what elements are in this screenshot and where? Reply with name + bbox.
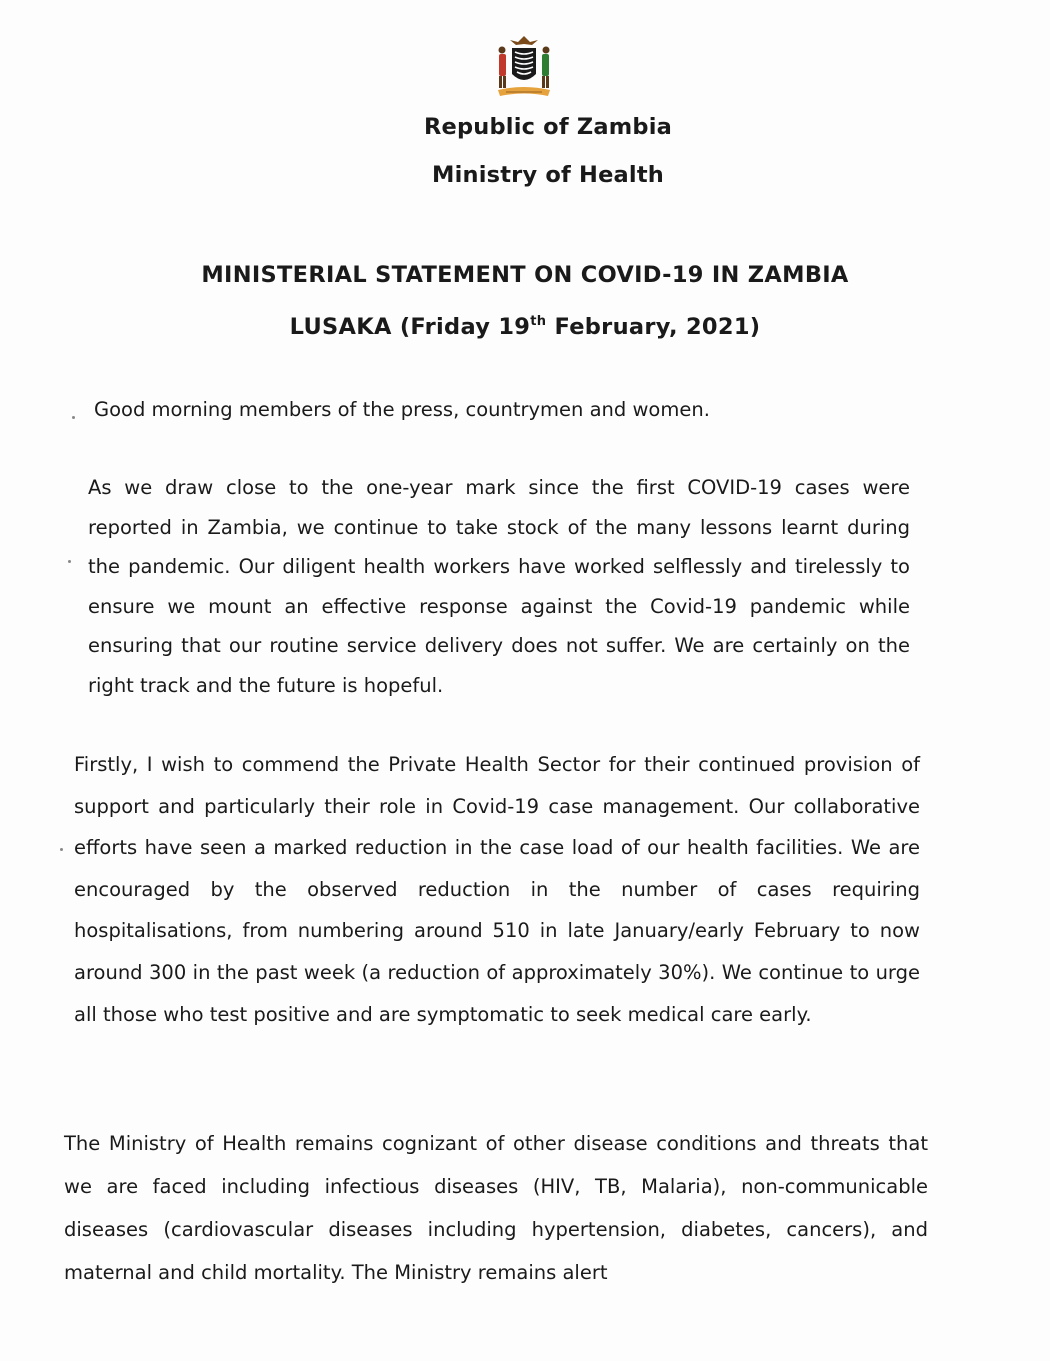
greeting-text: Good morning members of the press, countrymen and women.	[94, 398, 710, 421]
scan-speck	[68, 560, 71, 563]
scan-speck	[72, 416, 75, 419]
paragraph-private-sector: Firstly, I wish to commend the Private Health Sector for their continued provision of support and particularly their role in Covid-19 case management. Our collaborative efforts have seen a marked reduction in the case load of our health facilities. We are encouraged by the observed reduction in the number of cases requiring hospitalisations, from numbering around 510 in late January/early February to now around 300 in the past week (a reduction of approximately 30%). We continue to urge all those who test positive and are symptomatic to seek medical care early.	[74, 753, 920, 1026]
paragraph-other-diseases: The Ministry of Health remains cognizant of other disease conditions and threats that we are faced including infectious diseases (HIV, TB, Malaria), non-communicable diseases (cardiovascular diseases including hypertension, diabetes, cancers), and maternal and child mortality. The Ministry remains alert	[64, 1132, 928, 1284]
statement-dateline	[0, 314, 1050, 340]
dateline-prefix: LUSAKA (Friday 19	[289, 314, 531, 340]
ministry-heading: Ministry of Health	[431, 162, 665, 188]
dateline-ordinal: th	[530, 314, 547, 329]
zambia-coat-of-arms-icon	[488, 34, 560, 102]
statement-title: MINISTERIAL STATEMENT ON COVID-19 IN ZAMBIA	[201, 262, 849, 288]
dateline-suffix: February, 2021)	[546, 314, 761, 340]
country-heading: Republic of Zambia	[423, 114, 673, 140]
scan-speck	[60, 848, 63, 851]
paragraph-anniversary: As we draw close to the one-year mark since the first COVID-19 cases were reported in Zambia, we continue to take stock of the many lessons learnt during the pandemic. Our diligent health workers have worked selflessly and tirelessly to ensure we mount an effective response against the Covid-19 pandemic while ensuring that our routine service delivery does not suffer. We are certainly on the right track and the future is hopeful.	[88, 476, 910, 697]
